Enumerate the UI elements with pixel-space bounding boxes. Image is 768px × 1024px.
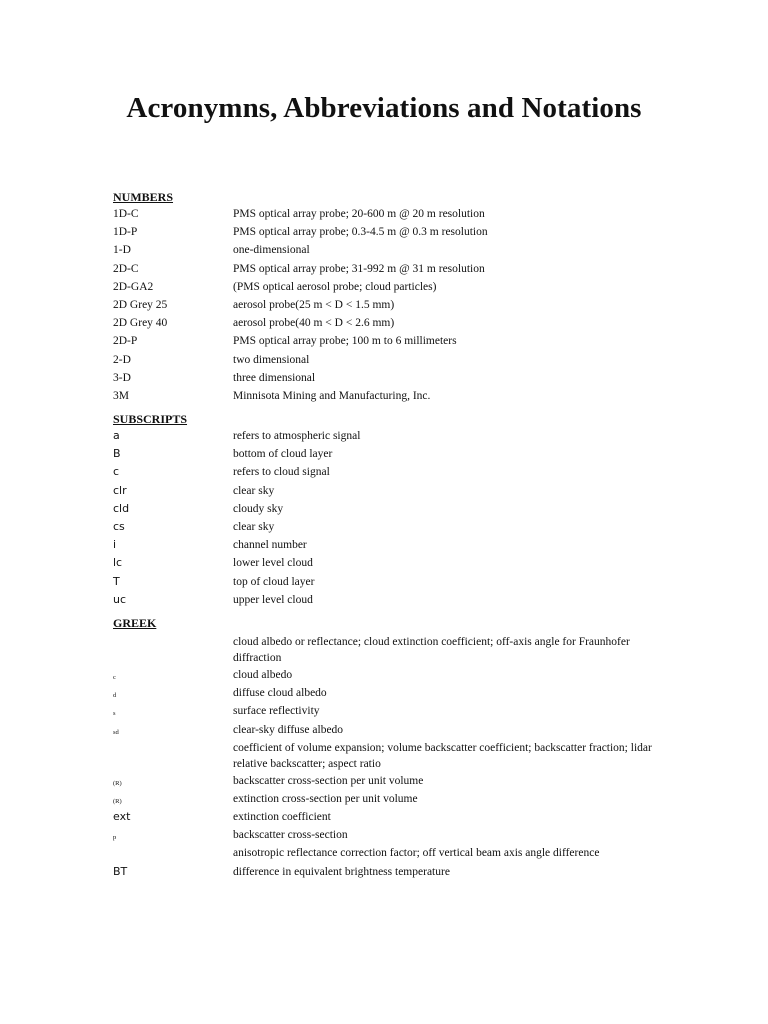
list-item bbox=[113, 482, 653, 500]
definition: extinction coefficient bbox=[233, 811, 331, 824]
definition: clear sky bbox=[233, 484, 275, 497]
term: cld bbox=[113, 501, 130, 515]
definition: two dimensional bbox=[233, 353, 310, 366]
greek-list bbox=[113, 633, 653, 881]
list-item bbox=[113, 463, 653, 481]
term: 2D-P bbox=[113, 335, 138, 348]
list-item bbox=[113, 278, 653, 296]
list-item bbox=[113, 223, 653, 241]
term: c bbox=[113, 673, 116, 681]
list-item bbox=[113, 684, 653, 702]
definition: cloud albedo bbox=[233, 668, 293, 681]
definition: aerosol probe(25 m < D < 1.5 mm) bbox=[233, 298, 395, 311]
list-item bbox=[113, 863, 653, 881]
list-item bbox=[113, 808, 653, 826]
list-item bbox=[113, 536, 653, 554]
term: 3-D bbox=[113, 371, 131, 384]
term: 2-D bbox=[113, 353, 131, 366]
definition: three dimensional bbox=[233, 371, 316, 384]
section-heading-subscripts: SUBSCRIPTS bbox=[113, 412, 188, 427]
term: uc bbox=[113, 592, 127, 606]
definition: Minnisota Mining and Manufacturing, Inc. bbox=[233, 389, 431, 402]
numbers-list bbox=[113, 205, 653, 405]
definition: PMS optical array probe; 0.3-4.5 m @ 0.3 m resolution bbox=[233, 226, 488, 239]
definition: upper level cloud bbox=[233, 593, 313, 606]
definition: bottom of cloud layer bbox=[233, 448, 333, 461]
definition: coefficient of volume expansion; volume backscatter coefficient; backscatter fraction; lidar relative backscatter; aspect ratio bbox=[233, 741, 652, 770]
list-item bbox=[113, 573, 653, 591]
list-item bbox=[113, 427, 653, 445]
term: 1D-P bbox=[113, 226, 138, 239]
list-item bbox=[113, 844, 653, 862]
list-item bbox=[113, 790, 653, 808]
list-item bbox=[113, 260, 653, 278]
section-heading-numbers: NUMBERS bbox=[113, 190, 174, 204]
list-item bbox=[113, 633, 653, 666]
term: 2D Grey 25 bbox=[113, 298, 168, 311]
definition: clear-sky diffuse albedo bbox=[233, 723, 344, 736]
term: c bbox=[113, 465, 120, 479]
definition: backscatter cross-section bbox=[233, 829, 348, 842]
term: d bbox=[113, 692, 117, 700]
definition: difference in equivalent brightness temperature bbox=[233, 865, 450, 878]
term bbox=[113, 633, 233, 639]
definition: cloud albedo or reflectance; cloud extinction coefficient; off-axis angle for Fraunhofer diffraction bbox=[233, 635, 630, 664]
term: clr bbox=[113, 483, 127, 497]
list-item bbox=[113, 296, 653, 314]
list-item bbox=[113, 739, 653, 772]
term: 3M bbox=[113, 389, 129, 402]
list-item bbox=[113, 721, 653, 739]
term: p bbox=[113, 834, 117, 842]
term bbox=[113, 844, 233, 850]
term: 2D Grey 40 bbox=[113, 317, 168, 330]
list-item bbox=[113, 500, 653, 518]
definition: cloudy sky bbox=[233, 502, 284, 515]
term: 2D-GA2 bbox=[113, 280, 154, 293]
definition: channel number bbox=[233, 539, 307, 552]
term: cs bbox=[113, 520, 125, 533]
list-item bbox=[113, 332, 653, 350]
definition: aerosol probe(40 m < D < 2.6 mm) bbox=[233, 317, 395, 330]
list-item bbox=[113, 445, 653, 463]
term: a bbox=[113, 429, 120, 443]
term: ext bbox=[113, 810, 131, 824]
list-item bbox=[113, 666, 653, 684]
list-item bbox=[113, 369, 653, 387]
term: i bbox=[113, 538, 117, 552]
term: 1-D bbox=[113, 244, 131, 257]
definition: clear sky bbox=[233, 521, 275, 533]
section-heading-greek: GREEK bbox=[113, 615, 157, 630]
definition: PMS optical array probe; 31-992 m @ 31 m resolution bbox=[233, 262, 485, 275]
subscripts-list bbox=[113, 427, 653, 609]
term: 1D-C bbox=[113, 208, 139, 220]
definition: one-dimensional bbox=[233, 244, 310, 257]
definition: extinction cross-section per unit volume bbox=[233, 792, 418, 805]
list-item bbox=[113, 772, 653, 790]
term: (R) bbox=[113, 779, 122, 787]
list-item bbox=[113, 702, 653, 720]
term: BT bbox=[113, 864, 128, 878]
definition: refers to cloud signal bbox=[233, 466, 330, 479]
definition: lower level cloud bbox=[233, 557, 313, 570]
term: sd bbox=[113, 728, 119, 736]
list-item bbox=[113, 591, 653, 609]
list-item bbox=[113, 351, 653, 369]
list-item bbox=[113, 314, 653, 332]
list-item bbox=[113, 518, 653, 536]
definition: surface reflectivity bbox=[233, 705, 320, 718]
definition: backscatter cross-section per unit volume bbox=[233, 774, 424, 787]
definition: PMS optical array probe; 100 m to 6 millimeters bbox=[233, 335, 457, 348]
definition: top of cloud layer bbox=[233, 575, 315, 588]
list-item bbox=[113, 387, 653, 405]
term: 2D-C bbox=[113, 262, 139, 275]
term: B bbox=[113, 447, 121, 461]
definition: diffuse cloud albedo bbox=[233, 687, 327, 700]
term bbox=[113, 739, 233, 745]
term: (R) bbox=[113, 797, 122, 805]
list-item bbox=[113, 205, 653, 223]
definition: refers to atmospheric signal bbox=[233, 430, 361, 443]
definition: (PMS optical aerosol probe; cloud particles) bbox=[233, 280, 437, 293]
term: s bbox=[113, 710, 116, 718]
definition: anisotropic reflectance correction factor; off vertical beam axis angle difference bbox=[233, 847, 600, 860]
glossary bbox=[113, 189, 653, 881]
definition: PMS optical array probe; 20-600 m @ 20 m resolution bbox=[233, 208, 485, 220]
list-item bbox=[113, 241, 653, 259]
list-item bbox=[113, 826, 653, 844]
term: T bbox=[113, 574, 120, 588]
list-item bbox=[113, 554, 653, 572]
term: lc bbox=[113, 556, 123, 570]
page-title: Acronymns, Abbreviations and Notations bbox=[126, 92, 642, 124]
